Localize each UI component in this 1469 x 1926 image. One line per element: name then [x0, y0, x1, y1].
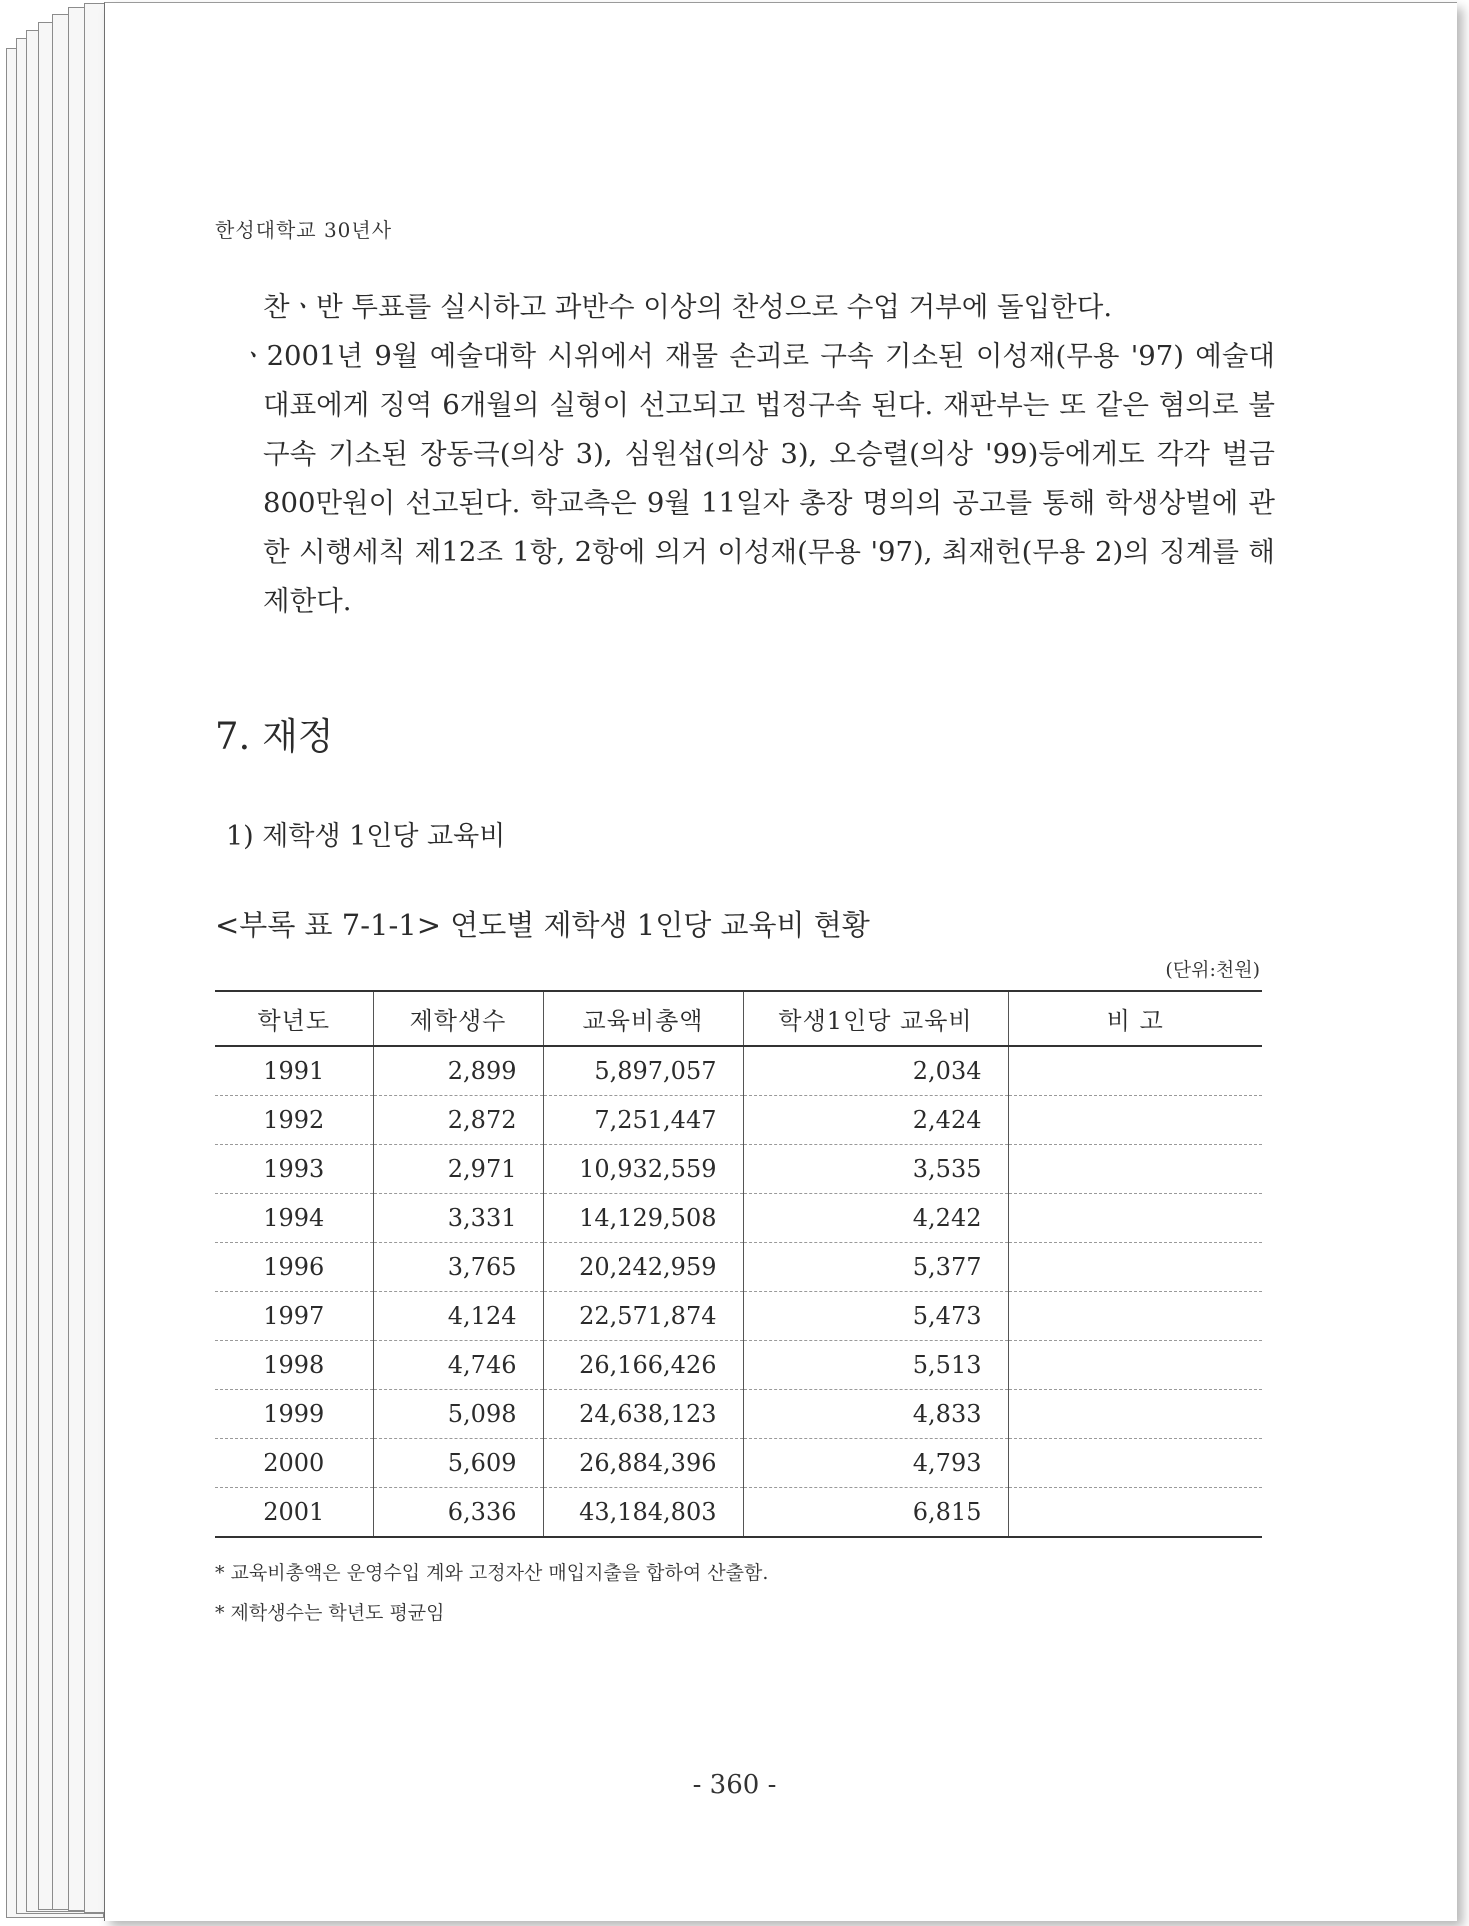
table-row — [215, 1243, 1262, 1292]
table-notes — [215, 1553, 768, 1633]
cell-students: 5,098 — [373, 1390, 543, 1439]
cell-year: 1992 — [215, 1096, 373, 1145]
cell-remarks — [1008, 1488, 1262, 1538]
cell-year: 1996 — [215, 1243, 373, 1292]
table-row — [215, 1046, 1262, 1096]
cell-total-cost: 5,897,057 — [543, 1046, 743, 1096]
page-number: - 360 - — [692, 1770, 777, 1800]
cell-remarks — [1008, 1096, 1262, 1145]
body-text — [215, 283, 1275, 626]
cell-cost-per-student: 4,242 — [743, 1194, 1008, 1243]
table-row — [215, 1145, 1262, 1194]
cell-remarks — [1008, 1292, 1262, 1341]
cell-year: 2001 — [215, 1488, 373, 1538]
note-line: * 교육비총액은 운영수입 계와 고정자산 매입지출을 합하여 산출함. — [215, 1562, 769, 1584]
table-row — [215, 1194, 1262, 1243]
cell-remarks — [1008, 1439, 1262, 1488]
cell-students: 2,899 — [373, 1046, 543, 1096]
table-caption: <부록 표 7-1-1> 연도별 제학생 1인당 교육비 현황 — [215, 908, 870, 942]
cell-remarks — [1008, 1145, 1262, 1194]
cell-total-cost: 43,184,803 — [543, 1488, 743, 1538]
section-title: 7. 재정 — [215, 715, 334, 758]
unit-label: (단위:천원) — [1165, 959, 1260, 981]
cell-remarks — [1008, 1390, 1262, 1439]
subsection-title: 1) 제학생 1인당 교육비 — [226, 821, 506, 852]
cell-total-cost: 10,932,559 — [543, 1145, 743, 1194]
cell-students: 4,746 — [373, 1341, 543, 1390]
table-row — [215, 1488, 1262, 1538]
cell-cost-per-student: 3,535 — [743, 1145, 1008, 1194]
cell-remarks — [1008, 1243, 1262, 1292]
table-row — [215, 1439, 1262, 1488]
cell-cost-per-student: 5,473 — [743, 1292, 1008, 1341]
cell-total-cost: 7,251,447 — [543, 1096, 743, 1145]
running-header: 한성대학교 30년사 — [215, 218, 393, 242]
cell-total-cost: 26,166,426 — [543, 1341, 743, 1390]
header-cost-per-student: 학생1인당 교육비 — [743, 991, 1008, 1046]
cell-cost-per-student: 2,424 — [743, 1096, 1008, 1145]
cell-students: 5,609 — [373, 1439, 543, 1488]
cell-year: 1993 — [215, 1145, 373, 1194]
cell-year: 1997 — [215, 1292, 373, 1341]
cell-total-cost: 26,884,396 — [543, 1439, 743, 1488]
cell-year: 1994 — [215, 1194, 373, 1243]
cell-students: 3,765 — [373, 1243, 543, 1292]
cell-students: 4,124 — [373, 1292, 543, 1341]
cell-cost-per-student: 5,513 — [743, 1341, 1008, 1390]
cell-total-cost: 22,571,874 — [543, 1292, 743, 1341]
cell-cost-per-student: 2,034 — [743, 1046, 1008, 1096]
cell-remarks — [1008, 1194, 1262, 1243]
table-header-row — [215, 991, 1262, 1046]
table-row — [215, 1096, 1262, 1145]
cell-cost-per-student: 4,833 — [743, 1390, 1008, 1439]
cell-year: 1998 — [215, 1341, 373, 1390]
cell-total-cost: 20,242,959 — [543, 1243, 743, 1292]
cell-cost-per-student: 5,377 — [743, 1243, 1008, 1292]
cell-students: 2,872 — [373, 1096, 543, 1145]
paragraph-line: 찬ㆍ반 투표를 실시하고 과반수 이상의 찬성으로 수업 거부에 돌입한다. — [263, 291, 1113, 323]
cell-students: 2,971 — [373, 1145, 543, 1194]
cell-year: 2000 — [215, 1439, 373, 1488]
cell-cost-per-student: 4,793 — [743, 1439, 1008, 1488]
table-row — [215, 1341, 1262, 1390]
cell-students: 3,331 — [373, 1194, 543, 1243]
header-total-cost: 교육비총액 — [543, 991, 743, 1046]
header-remarks: 비 고 — [1008, 991, 1262, 1046]
table-row — [215, 1292, 1262, 1341]
cell-cost-per-student: 6,815 — [743, 1488, 1008, 1538]
book-page-edges — [0, 0, 110, 1926]
note-line: * 제학생수는 학년도 평균임 — [215, 1602, 445, 1624]
cell-total-cost: 14,129,508 — [543, 1194, 743, 1243]
cell-year: 1999 — [215, 1390, 373, 1439]
header-year: 학년도 — [215, 991, 373, 1046]
bullet-paragraph: ㆍ2001년 9월 예술대학 시위에서 재물 손괴로 구속 기소된 이성재(무용 '97) 예술대 대표에게 징역 6개월의 실형이 선고되고 법정구속 된다. 재판부는 또 같은 혐의로 불구속 기소된 장동극(의상 3), 심원섭(의상 3), 오승렬(의상 '99)등에게도 각각 벌금 800만원이 선고된다. 학교측은 9월 11일자 총장 명의의 공고를 통해 학생상벌에 관한 시행세칙 제12조 1항, 2항에 의거 이성재(무용 '97), 최재헌(무용 2)의 징계를 해제한다. — [240, 340, 1275, 617]
education-cost-table — [215, 990, 1262, 1538]
header-students: 제학생수 — [373, 991, 543, 1046]
cell-year: 1991 — [215, 1046, 373, 1096]
cell-remarks — [1008, 1341, 1262, 1390]
table-row — [215, 1390, 1262, 1439]
cell-remarks — [1008, 1046, 1262, 1096]
cell-students: 6,336 — [373, 1488, 543, 1538]
cell-total-cost: 24,638,123 — [543, 1390, 743, 1439]
